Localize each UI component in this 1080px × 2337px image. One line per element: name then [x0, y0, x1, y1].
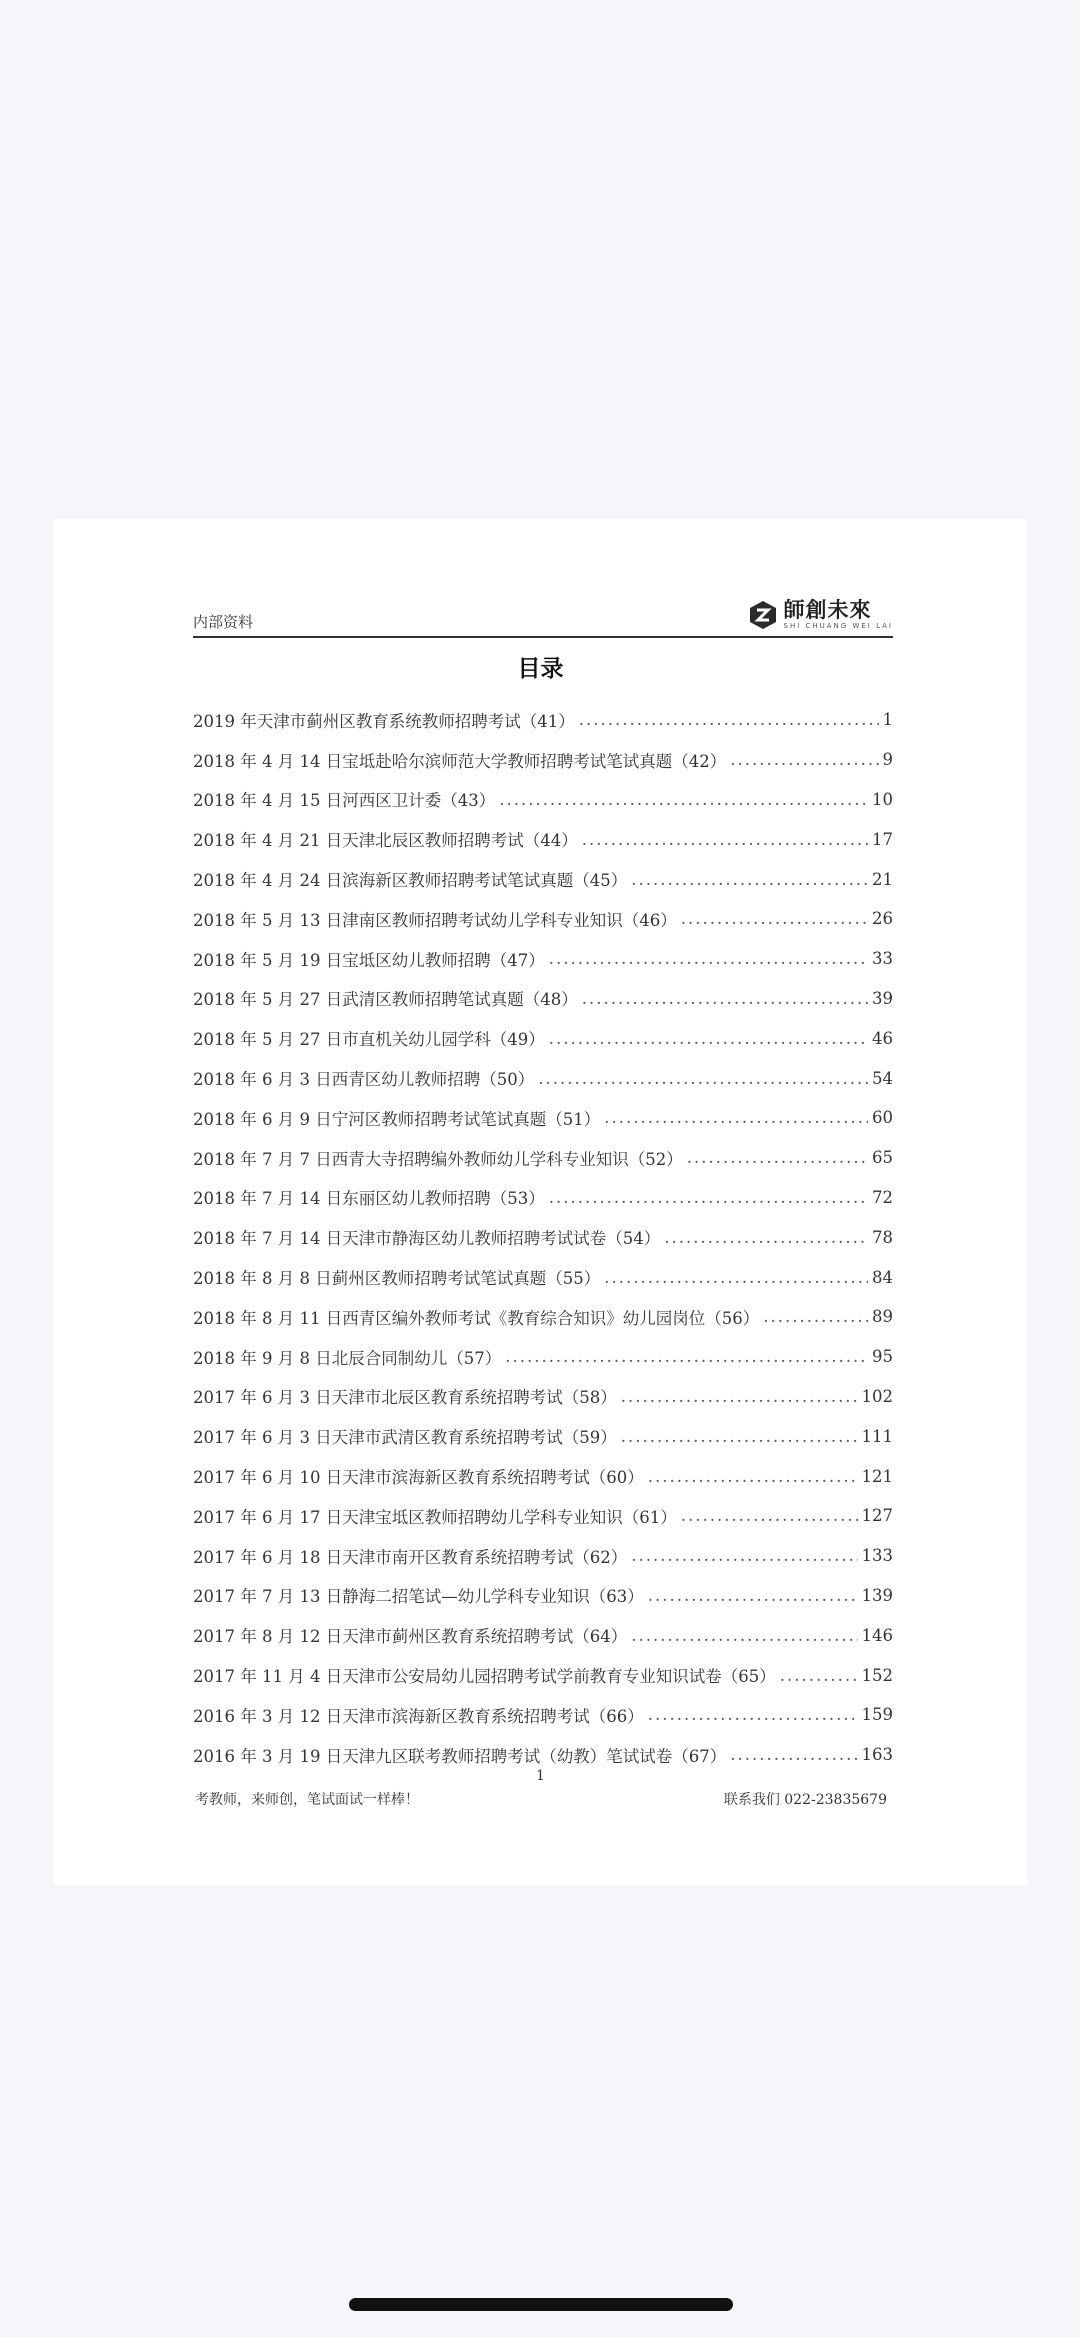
toc-entry[interactable] [193, 1098, 893, 1138]
toc-entry-title: 2018 年 7 月 7 日西青大寺招聘编外教师幼儿学科专业知识（52） [193, 1149, 683, 1169]
toc-entry[interactable] [193, 899, 893, 939]
toc-entry[interactable] [193, 740, 893, 780]
toc-entry[interactable] [193, 1456, 893, 1496]
toc-leader-dots [648, 1467, 858, 1486]
toc-leader-dots [763, 1307, 868, 1326]
toc-entry-title: 2017 年 11 月 4 日天津市公安局幼儿园招聘考试学前教育专业知识试卷（65） [193, 1667, 776, 1687]
toc-entry-title: 2016 年 3 月 12 日天津市滨海新区教育系统招聘考试（66） [193, 1706, 644, 1726]
toc-entry[interactable] [193, 1536, 893, 1576]
toc-list [193, 700, 893, 1775]
toc-entry[interactable] [193, 1178, 893, 1218]
toc-leader-dots [549, 949, 868, 968]
logo-icon [748, 600, 778, 630]
toc-entry-page: 60 [872, 1108, 893, 1128]
toc-entry-title: 2017 年 6 月 18 日天津市南开区教育系统招聘考试（62） [193, 1547, 628, 1567]
logo-subtext: SHI CHUANG WEI LAI [783, 622, 893, 630]
toc-entry-title: 2018 年 9 月 8 日北辰合同制幼儿（57） [193, 1348, 502, 1368]
toc-leader-dots [579, 710, 879, 729]
toc-leader-dots [687, 1148, 868, 1167]
toc-entry-title: 2018 年 4 月 15 日河西区卫计委（43） [193, 791, 496, 811]
toc-leader-dots [505, 1347, 868, 1366]
toc-entry-title: 2018 年 6 月 3 日西青区幼儿教师招聘（50） [193, 1070, 535, 1090]
toc-leader-dots [631, 1626, 857, 1645]
toc-entry[interactable] [193, 780, 893, 820]
footer-contact: 联系我们 022-23835679 [723, 1792, 887, 1808]
internal-label: 内部资料 [193, 613, 254, 631]
toc-entry-page: 84 [872, 1267, 893, 1287]
toc-leader-dots [549, 1029, 868, 1048]
toc-entry-title: 2018 年 7 月 14 日东丽区幼儿教师招聘（53） [193, 1189, 545, 1209]
home-indicator[interactable] [349, 2298, 733, 2311]
toc-entry-page: 21 [872, 869, 893, 889]
toc-leader-dots [730, 750, 878, 769]
toc-entry-title: 2017 年 6 月 10 日天津市滨海新区教育系统招聘考试（60） [193, 1468, 644, 1488]
page-header [193, 586, 893, 638]
toc-entry-page: 139 [861, 1585, 893, 1605]
toc-entry-page: 33 [872, 949, 893, 969]
toc-entry-title: 2017 年 6 月 17 日天津宝坻区教师招聘幼儿学科专业知识（61） [193, 1507, 677, 1527]
toc-entry-page: 146 [861, 1625, 893, 1645]
logo-text: 師創未來 [783, 598, 872, 622]
toc-entry-title: 2016 年 3 月 19 日天津九区联考教师招聘考试（幼教）笔试试卷（67） [193, 1746, 727, 1766]
toc-entry-page: 78 [872, 1227, 893, 1247]
toc-entry-page: 17 [872, 829, 893, 849]
toc-entry-title: 2018 年 5 月 27 日武清区教师招聘笔试真题（48） [193, 990, 578, 1010]
toc-leader-dots [664, 1228, 868, 1247]
toc-entry-title: 2018 年 8 月 11 日西青区编外教师考试《教育综合知识》幼儿园岗位（56） [193, 1308, 760, 1328]
toc-entry-title: 2018 年 4 月 21 日天津北辰区教师招聘考试（44） [193, 831, 578, 851]
toc-leader-dots [681, 909, 868, 928]
toc-leader-dots [681, 1506, 858, 1525]
toc-entry[interactable] [193, 1496, 893, 1536]
toc-entry[interactable] [193, 1217, 893, 1257]
toc-leader-dots [780, 1666, 858, 1685]
toc-entry[interactable] [193, 1615, 893, 1655]
toc-entry-title: 2017 年 8 月 12 日天津市蓟州区教育系统招聘考试（64） [193, 1627, 628, 1647]
toc-entry-page: 39 [872, 988, 893, 1008]
toc-entry-page: 72 [872, 1187, 893, 1207]
toc-leader-dots [549, 1188, 868, 1207]
toc-entry-page: 89 [872, 1307, 893, 1327]
toc-entry-page: 152 [861, 1665, 893, 1685]
toc-entry-title: 2018 年 6 月 9 日宁河区教师招聘考试笔试真题（51） [193, 1109, 601, 1129]
toc-leader-dots [621, 1387, 858, 1406]
toc-leader-dots [730, 1745, 857, 1764]
toc-entry[interactable] [193, 819, 893, 859]
toc-entry[interactable] [193, 939, 893, 979]
toc-entry-page: 111 [861, 1426, 893, 1446]
toc-entry[interactable] [193, 1257, 893, 1297]
toc-entry-title: 2017 年 7 月 13 日静海二招笔试—幼儿学科专业知识（63） [193, 1587, 644, 1607]
toc-entry[interactable] [193, 979, 893, 1019]
toc-entry-title: 2018 年 5 月 13 日津南区教师招聘考试幼儿学科专业知识（46） [193, 910, 677, 930]
toc-entry-page: 10 [872, 789, 893, 809]
toc-entry-page: 46 [872, 1028, 893, 1048]
toc-entry[interactable] [193, 1655, 893, 1695]
toc-leader-dots [631, 870, 868, 889]
toc-entry-title: 2019 年天津市蓟州区教育系统教师招聘考试（41） [193, 711, 575, 731]
toc-leader-dots [538, 1069, 868, 1088]
toc-entry-page: 54 [872, 1068, 893, 1088]
toc-entry[interactable] [193, 1416, 893, 1456]
toc-entry-page: 1 [882, 710, 893, 730]
toc-entry-title: 2018 年 5 月 19 日宝坻区幼儿教师招聘（47） [193, 950, 545, 970]
toc-entry-page: 102 [861, 1386, 893, 1406]
toc-entry-page: 95 [872, 1347, 893, 1367]
toc-leader-dots [604, 1108, 868, 1127]
toc-entry[interactable] [193, 700, 893, 740]
toc-entry-title: 2018 年 5 月 27 日市直机关幼儿园学科（49） [193, 1030, 545, 1050]
toc-entry[interactable] [193, 1695, 893, 1735]
toc-entry-page: 133 [861, 1546, 893, 1566]
toc-entry-title: 2017 年 6 月 3 日天津市武清区教育系统招聘考试（59） [193, 1428, 617, 1448]
toc-leader-dots [604, 1268, 868, 1287]
toc-entry-title: 2018 年 4 月 24 日滨海新区教师招聘考试笔试真题（45） [193, 871, 628, 891]
toc-leader-dots [631, 1546, 857, 1565]
toc-entry-title: 2018 年 8 月 8 日蓟州区教师招聘考试笔试真题（55） [193, 1269, 601, 1289]
toc-leader-dots [648, 1586, 858, 1605]
toc-entry[interactable] [193, 1576, 893, 1616]
logo [748, 600, 894, 630]
toc-entry-title: 2018 年 4 月 14 日宝坻赴哈尔滨师范大学教师招聘考试笔试真题（42） [193, 751, 727, 771]
toc-entry-page: 163 [861, 1745, 893, 1765]
toc-leader-dots [582, 989, 868, 1008]
toc-entry-page: 65 [872, 1148, 893, 1168]
toc-leader-dots [648, 1705, 858, 1724]
page-number: 1 [536, 1768, 545, 1784]
toc-entry[interactable] [193, 1018, 893, 1058]
toc-leader-dots [621, 1427, 858, 1446]
toc-entry[interactable] [193, 1138, 893, 1178]
toc-entry-title: 2018 年 7 月 14 日天津市静海区幼儿教师招聘考试试卷（54） [193, 1229, 661, 1249]
toc-title: 目录 [517, 656, 564, 682]
toc-entry[interactable] [193, 1337, 893, 1377]
toc-entry-page: 159 [861, 1705, 893, 1725]
toc-entry[interactable] [193, 1058, 893, 1098]
toc-entry-page: 121 [861, 1466, 893, 1486]
toc-entry-page: 26 [872, 909, 893, 929]
toc-entry-page: 9 [882, 750, 893, 770]
toc-entry[interactable] [193, 1297, 893, 1337]
footer-slogan: 考教师，来师创，笔试面试一样棒！ [195, 1792, 419, 1808]
toc-entry-page: 127 [861, 1506, 893, 1526]
toc-entry[interactable] [193, 859, 893, 899]
toc-entry-title: 2017 年 6 月 3 日天津市北辰区教育系统招聘考试（58） [193, 1388, 617, 1408]
toc-entry[interactable] [193, 1377, 893, 1417]
toc-leader-dots [499, 790, 868, 809]
toc-leader-dots [582, 830, 868, 849]
